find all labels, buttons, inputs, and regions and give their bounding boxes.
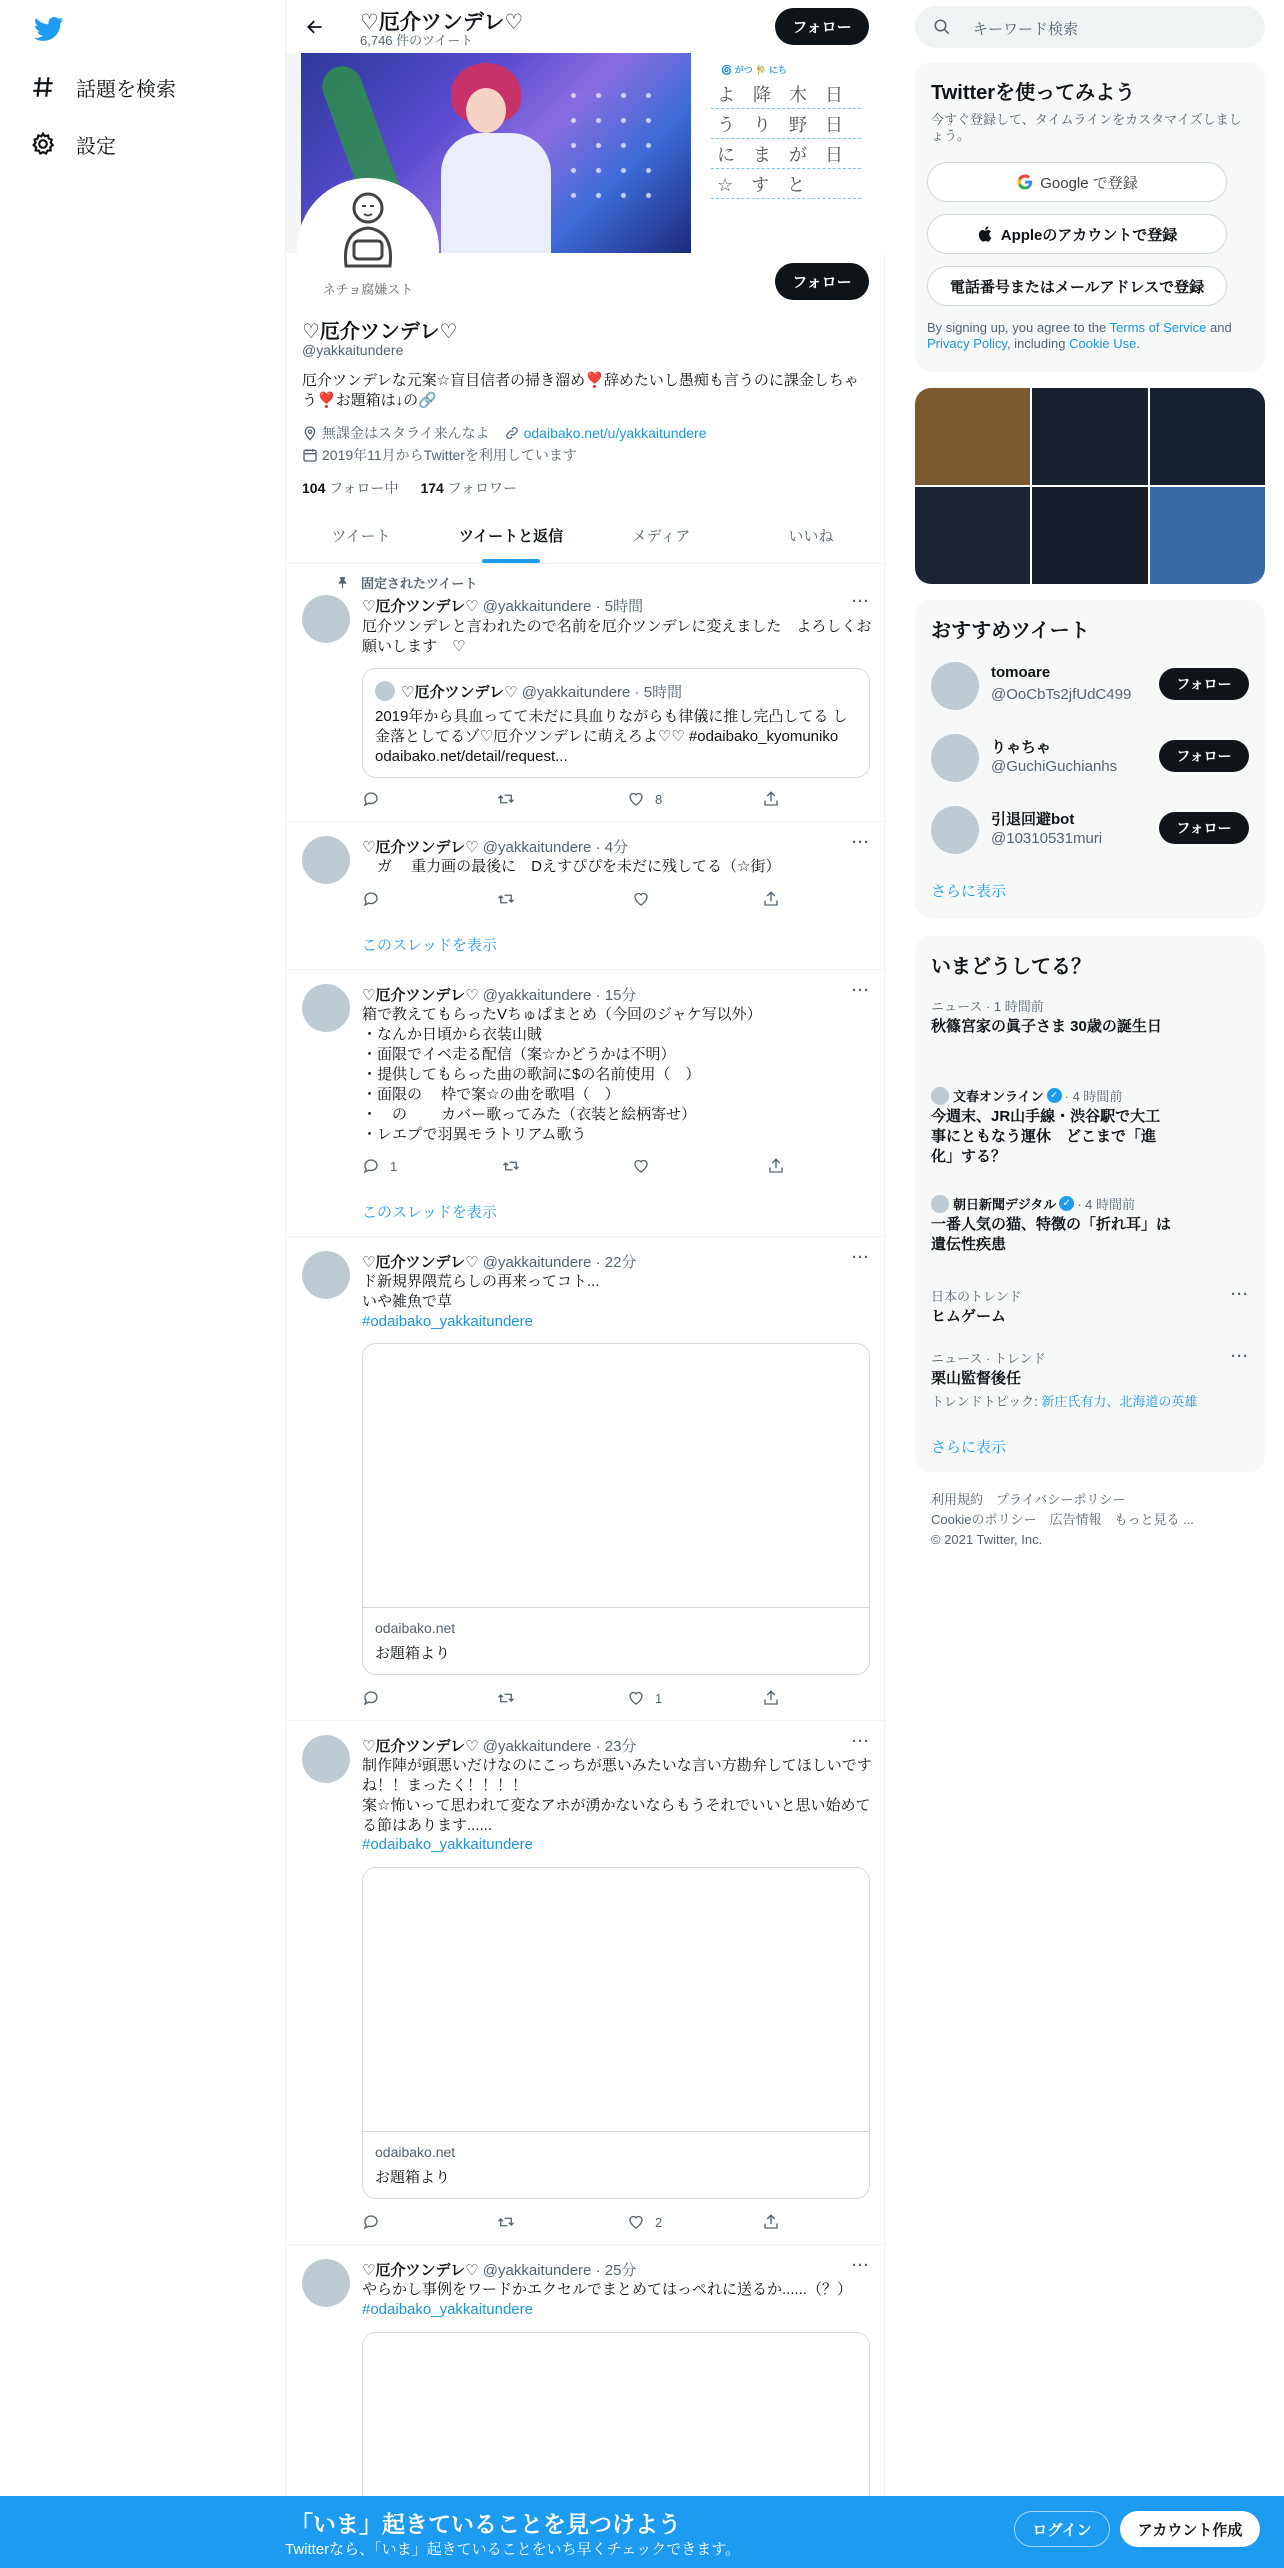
profile-avatar[interactable]	[297, 178, 439, 320]
reply-button[interactable]	[362, 1157, 397, 1175]
trend-source: 文春オンライン	[953, 1089, 1044, 1104]
tweet-text: 制作陣が頭悪いだけなのにこっちが悪いみたいな言い方勘弁してほしいですね！！まったく！！！！ 案☆怖いって思われて変なアホが湧かないならもうそれでいいと思い始めてる節はあります......	[362, 1757, 872, 1834]
calendar-icon	[302, 447, 318, 463]
apple-signup-button[interactable]	[927, 214, 1227, 254]
heart-icon	[632, 890, 650, 908]
banner-note-line: ☆すと	[711, 173, 861, 199]
media-thumb[interactable]	[1032, 388, 1147, 485]
suggested-user[interactable]	[931, 658, 1251, 714]
legal-prefix: By signing up, you agree to the	[927, 320, 1110, 335]
suggested-user-avatar	[931, 806, 979, 854]
quoted-author-name: ♡厄介ツンデレ♡	[401, 684, 518, 701]
tweet-header	[362, 984, 636, 1005]
tweet-time[interactable]: · 15分	[595, 987, 637, 1004]
share-icon	[762, 2213, 780, 2231]
reply-button[interactable]	[362, 2213, 380, 2231]
verified-badge-icon: ✓	[1047, 1088, 1062, 1103]
share-button[interactable]	[762, 890, 780, 908]
media-thumb[interactable]	[915, 388, 1030, 485]
more-icon[interactable]: ···	[852, 593, 870, 610]
heart-icon	[627, 790, 645, 808]
trend-title: 一番人気の猫、特徴の「折れ耳」は遺伝性疾患	[931, 1216, 1172, 1253]
more-icon[interactable]: ···	[852, 1733, 870, 1750]
trend-item[interactable]	[931, 1194, 1249, 1255]
reply-icon	[362, 890, 380, 908]
source-avatar	[931, 1087, 949, 1105]
suggested-user-name: りゃちゃ	[991, 739, 1052, 756]
phone-signup-button[interactable]: 電話番号またはメールアドレスで登録	[927, 266, 1227, 306]
show-thread-link[interactable]: このスレッドを表示	[362, 1204, 497, 1221]
like-button[interactable]	[627, 2213, 662, 2231]
suggested-user[interactable]	[931, 730, 1251, 786]
media-thumb[interactable]	[1150, 487, 1265, 584]
like-count: 2	[655, 2214, 663, 2230]
trends-title: いまどうしてる？	[931, 956, 1091, 978]
reply-count: 1	[390, 1158, 398, 1174]
bottom-bar-subtitle: Twitterなら、「いま」起きていることをいち早くチェックできます。	[285, 2541, 741, 2558]
avatar-image	[301, 182, 435, 316]
trend-title: 今週末、JR山手線・渋谷駅で大工事にともなう運休 どこまで「進化」する？	[931, 1108, 1161, 1165]
profile-follow-counts	[302, 478, 517, 498]
retweet-button[interactable]	[497, 2213, 515, 2231]
like-button[interactable]	[627, 1689, 662, 1707]
trend-time: · 4 時間前	[1064, 1089, 1123, 1104]
share-button[interactable]	[762, 1689, 780, 1707]
signup-subtitle: 今すぐ登録して、タイムラインをカスタマイズしましょう。	[931, 112, 1242, 143]
avatar-figure-icon	[328, 186, 408, 276]
left-nav	[0, 0, 285, 2568]
followers-count: 174	[420, 480, 444, 496]
pinned-indicator	[336, 573, 477, 592]
profile-name: ♡厄介ツンデレ♡	[302, 321, 458, 343]
tweet-author-handle[interactable]: @yakkaitundere	[482, 987, 592, 1004]
heart-icon	[627, 1689, 645, 1707]
tweet-hashtag-link[interactable]: #odaibako_yakkaitundere	[362, 1836, 533, 1853]
tweet-time[interactable]: · 25分	[595, 2262, 637, 2279]
more-icon[interactable]: ···	[852, 1249, 870, 1266]
tab-likes[interactable]: いいね	[788, 528, 834, 545]
more-icon[interactable]: ···	[1231, 1286, 1249, 1303]
tweet-text: ド新規界隈荒らしの再来ってコト... いや雑魚で草	[362, 1273, 600, 1310]
link-card-domain: odaibako.net	[375, 1620, 456, 1636]
nav-settings-label: 設定	[76, 135, 116, 158]
profile-joined: 2019年11月からTwitterを利用しています	[322, 447, 577, 463]
reply-button[interactable]	[362, 1689, 380, 1707]
terms-link[interactable]: Terms of Service	[1109, 320, 1207, 335]
trend-title: 秋篠宮家の眞子さま 30歳の誕生日	[931, 1018, 1162, 1035]
heart-icon	[632, 1157, 650, 1175]
google-signup-button[interactable]	[927, 162, 1227, 202]
footer-line[interactable]: Cookieのポリシー 広告情報 もっと見る ...	[931, 1512, 1194, 1527]
banner-note-header: 🌀 がつ 🎋 にち	[721, 65, 787, 75]
retweet-icon	[497, 2213, 515, 2231]
tweet-author-name[interactable]: ♡厄介ツンデレ♡	[362, 987, 479, 1004]
more-icon[interactable]: ···	[852, 982, 870, 999]
link-card-image	[363, 1344, 869, 1608]
following-link[interactable]	[302, 480, 399, 496]
tab-tweets[interactable]: ツイート	[331, 528, 391, 545]
retweet-button[interactable]	[497, 890, 515, 908]
tab-media[interactable]: メディア	[631, 528, 691, 545]
privacy-link[interactable]: Privacy Policy	[927, 336, 1007, 351]
trend-item[interactable]	[931, 1086, 1249, 1167]
quoted-tweet-header	[401, 681, 682, 702]
tweet-hashtag-link[interactable]: #odaibako_yakkaitundere	[362, 1313, 533, 1330]
suggested-follow-button[interactable]: フォロー	[1159, 668, 1249, 700]
trend-context: ニュース · トレンド	[931, 1351, 1046, 1366]
tweet[interactable]	[286, 1721, 886, 2245]
suggested-user-avatar	[931, 734, 979, 782]
tweet-header	[362, 2259, 636, 2280]
tweet-author-name[interactable]: ♡厄介ツンデレ♡	[362, 1254, 479, 1271]
trend-context: ニュース · 1 時間前	[931, 999, 1044, 1014]
retweet-button[interactable]	[497, 790, 515, 808]
search-input[interactable]: キーワード検索	[973, 21, 1079, 38]
more-icon[interactable]: ···	[1231, 1348, 1249, 1365]
tweet-avatar[interactable]	[302, 836, 350, 884]
apple-signup-label: Appleのアカウントで登録	[1000, 226, 1178, 244]
banner-note-line: うり野日	[711, 113, 861, 139]
apple-icon	[977, 225, 995, 243]
profile-url-link[interactable]: odaibako.net/u/yakkaitundere	[523, 425, 707, 441]
suggested-user-name: tomoare	[991, 664, 1051, 681]
reply-icon	[362, 1689, 380, 1707]
like-count: 1	[655, 1690, 663, 1706]
media-thumb[interactable]	[1032, 487, 1147, 584]
nav-settings[interactable]	[30, 118, 116, 170]
suggested-user-handle: @GuchiGuchianhs	[991, 758, 1118, 775]
tweet[interactable]	[286, 970, 886, 1237]
trend-item[interactable]	[931, 1286, 1249, 1327]
profile-meta-row	[302, 423, 707, 443]
pinned-label: 固定されたツイート	[361, 576, 478, 591]
google-signup-label: Google で登録	[1040, 174, 1138, 192]
retweet-icon	[497, 790, 515, 808]
suggested-follow-button[interactable]: フォロー	[1159, 740, 1249, 772]
pin-icon	[336, 576, 349, 589]
tweet-time[interactable]: · 4分	[595, 839, 629, 856]
retweet-icon	[497, 1689, 515, 1707]
login-button[interactable]: ログイン	[1014, 2511, 1110, 2547]
tweet-text: 箱で教えてもらったVちゅぱまとめ（今回のジャケ写以外） ・なんか日頃から衣装山賊 ・面限でイベ走る配信（案☆かどうかは不明） ・提供してもらった曲の歌詞に$の名前使用（ ） ・面限の 枠で案☆の曲を歌唱（ ） ・ の カバー歌ってみた（衣装と絵柄寄せ） ・レエプで羽異モラトリアム歌う	[362, 1006, 762, 1143]
footer-links	[931, 1490, 1251, 1550]
suggested-user-handle: @10310531muri	[991, 830, 1103, 847]
tweet-author-handle[interactable]: @yakkaitundere	[482, 839, 592, 856]
trend-context	[931, 1194, 1249, 1213]
trend-topics-prefix: トレンドトピック:	[931, 1394, 1042, 1409]
link-card-title: お題箱より	[375, 1645, 451, 1662]
banner-calendar-note	[691, 53, 886, 253]
tweet-actions	[362, 1689, 782, 1709]
tweet-avatar[interactable]	[302, 2259, 350, 2307]
banner-note-line: にまが日	[711, 143, 861, 169]
tweet[interactable]	[286, 822, 886, 970]
trends-more-link[interactable]: さらに表示	[931, 1439, 1007, 1456]
tweet-pinned[interactable]	[286, 565, 886, 822]
signup-title: Twitterを使ってみよう	[931, 82, 1136, 104]
trend-title: ヒムゲーム	[931, 1308, 1007, 1325]
banner-note-line: よ降木日	[711, 83, 861, 109]
profile-joined-row	[302, 445, 577, 465]
quoted-tweet-text: 2019年から具血ってて未だに具血りながらも律儀に推し完凸してる し金落としてるゾ♡厄介ツンデレに萌えろよ♡♡ #odaibako_kyomuniko odaibako.net/detail/request...	[375, 708, 848, 765]
media-thumb[interactable]	[1150, 388, 1265, 485]
reply-button[interactable]	[362, 790, 380, 808]
profile-bio: 厄介ツンデレな元案☆盲目信者の掃き溜め❣️辞めたいし愚痴も言うのに課金しちゃう❣️お題箱は↓の🔗	[302, 372, 859, 409]
tweet-author-handle[interactable]: @yakkaitundere	[482, 1254, 592, 1271]
suggested-follow-button[interactable]: フォロー	[1159, 812, 1249, 844]
nav-explore[interactable]	[30, 61, 176, 113]
share-icon	[767, 1157, 785, 1175]
retweet-button[interactable]	[497, 1689, 515, 1707]
reply-icon	[362, 790, 380, 808]
banner-figure-body	[441, 133, 551, 253]
media-thumb[interactable]	[915, 487, 1030, 584]
share-button[interactable]	[767, 1157, 785, 1175]
retweet-icon	[497, 890, 515, 908]
profile-tabs	[286, 510, 886, 564]
tweet-text: 厄介ツンデレと言われたので名前を厄介ツンデレに変えました よろしくお願いします ♡	[362, 618, 872, 655]
legal-period: .	[1136, 336, 1140, 351]
trends-panel	[915, 936, 1265, 1472]
profile-handle: @yakkaitundere	[302, 342, 404, 358]
link-card-domain: odaibako.net	[375, 2144, 456, 2160]
tweet[interactable]	[286, 1237, 886, 1721]
tweet-actions	[362, 790, 782, 810]
verified-badge-icon: ✓	[1059, 1196, 1074, 1211]
reply-icon	[362, 2213, 380, 2231]
trend-context	[931, 1086, 1249, 1105]
link-icon	[504, 425, 520, 441]
footer-line[interactable]: 利用規約 プライバシーポリシー	[931, 1492, 1126, 1507]
profile-follow-button[interactable]: フォロー	[775, 263, 869, 300]
tweet-time[interactable]: · 23分	[595, 1738, 637, 1755]
arrow-left-icon	[305, 17, 325, 37]
cookie-link[interactable]: Cookie Use	[1069, 336, 1137, 351]
share-icon	[762, 1689, 780, 1707]
tweet-author-handle[interactable]: @yakkaitundere	[482, 598, 592, 615]
retweet-icon	[502, 1157, 520, 1175]
reply-icon	[362, 1157, 380, 1175]
tweet-hashtag-link[interactable]: #odaibako_yakkaitundere	[362, 2301, 533, 2318]
tweet-avatar[interactable]	[302, 984, 350, 1032]
twitter-logo-icon[interactable]	[32, 14, 66, 44]
tweet-author-name[interactable]: ♡厄介ツンデレ♡	[362, 839, 479, 856]
trend-topics	[931, 1391, 1249, 1410]
heart-icon	[627, 2213, 645, 2231]
signup-panel	[915, 62, 1265, 372]
like-button[interactable]	[632, 890, 650, 908]
tweet-header	[362, 1735, 636, 1756]
link-card[interactable]	[362, 1867, 870, 2199]
share-button[interactable]	[762, 2213, 780, 2231]
tweet-avatar[interactable]	[302, 1251, 350, 1299]
signup-button[interactable]: アカウント作成	[1120, 2511, 1260, 2547]
like-count: 8	[655, 791, 663, 807]
link-card-image	[363, 1868, 869, 2132]
share-button[interactable]	[762, 790, 780, 808]
back-button[interactable]	[298, 10, 332, 44]
trend-topics-link[interactable]: 新庄氏有力、北海道の英雄	[1041, 1394, 1198, 1409]
legal-and: and	[1206, 320, 1232, 335]
more-icon[interactable]: ···	[852, 834, 870, 851]
tweet-header	[362, 1251, 636, 1272]
google-icon	[1016, 173, 1034, 191]
profile-location: 無課金はスタライ来んなよ	[322, 425, 490, 441]
quoted-tweet[interactable]	[362, 668, 870, 778]
banner-figure-face	[466, 88, 506, 133]
tweet-avatar[interactable]	[302, 1735, 350, 1783]
tweet-avatar[interactable]	[302, 595, 350, 643]
nav-explore-label: 話題を検索	[76, 78, 176, 101]
tweet-actions	[362, 1157, 782, 1177]
trend-item[interactable]	[931, 996, 1249, 1037]
following-count: 104	[302, 480, 326, 496]
tweet-header	[362, 836, 628, 857]
link-card[interactable]	[362, 1343, 870, 1675]
footer-copyright: © 2021 Twitter, Inc.	[931, 1532, 1043, 1547]
trend-title: 栗山監督後任	[931, 1370, 1022, 1387]
suggestions-panel	[915, 600, 1265, 918]
tweet-header	[362, 595, 643, 616]
bottom-bar-title: 「いま」起きていることを見つけよう	[290, 2511, 681, 2537]
signup-bottom-bar	[0, 2496, 1284, 2568]
tweet-author-name[interactable]: ♡厄介ツンデレ♡	[362, 2262, 479, 2279]
show-thread-link[interactable]: このスレッドを表示	[362, 937, 497, 954]
media-grid	[915, 388, 1265, 584]
tweet-author-handle[interactable]: @yakkaitundere	[482, 2262, 592, 2279]
link-card-title: お題箱より	[375, 2169, 451, 2186]
hashtag-icon	[30, 74, 56, 100]
trend-source: 朝日新聞デジタル	[953, 1197, 1057, 1212]
like-button[interactable]	[632, 1157, 650, 1175]
tweet-text: ガ 重力画の最後に Dえすぴぴを未だに残してる（☆街）	[362, 858, 781, 875]
like-button[interactable]	[627, 790, 662, 808]
suggested-user-name: 引退回避bot	[991, 811, 1075, 828]
followers-label: フォロワー	[447, 480, 518, 496]
retweet-button[interactable]	[502, 1157, 520, 1175]
following-label: フォロー中	[329, 480, 399, 496]
suggested-user-avatar	[931, 662, 979, 710]
profile-top-bar	[286, 0, 886, 53]
tweet-author-name[interactable]: ♡厄介ツンデレ♡	[362, 598, 479, 615]
suggested-user-handle: @OoCbTs2jfUdC499	[991, 686, 1132, 703]
reply-button[interactable]	[362, 890, 380, 908]
source-avatar	[931, 1195, 949, 1213]
avatar-caption: ネチョ腐嫌スト	[322, 282, 414, 297]
top-bar-tweet-count: 6,746 件のツイート	[360, 33, 474, 48]
tweet-author-name[interactable]: ♡厄介ツンデレ♡	[362, 1738, 479, 1755]
top-bar-name: ♡厄介ツンデレ♡	[360, 11, 524, 34]
quoted-author-handle: @yakkaitundere	[521, 684, 631, 701]
suggestions-more-link[interactable]: さらに表示	[931, 883, 1007, 900]
tweet-text: やらかし事例をワードかエクセルでまとめてはっぺれに送るか......（？）	[362, 2281, 853, 2298]
tweet-author-handle[interactable]: @yakkaitundere	[482, 1738, 592, 1755]
gear-icon	[30, 131, 56, 157]
banner-stars	[561, 83, 661, 203]
tweet-time[interactable]: · 5時間	[595, 598, 644, 615]
quoted-tweet-avatar	[375, 681, 395, 701]
trend-context: 日本のトレンド	[931, 1289, 1022, 1304]
tab-tweets-and-replies[interactable]: ツイートと返信	[436, 510, 586, 563]
suggested-user[interactable]	[931, 802, 1251, 858]
share-icon	[762, 790, 780, 808]
quoted-tweet-time: · 5時間	[634, 684, 683, 701]
main-column	[285, 0, 885, 2568]
tweet-actions	[362, 2213, 782, 2233]
tweet-time[interactable]: · 22分	[595, 1254, 637, 1271]
share-icon	[762, 890, 780, 908]
tweet-actions	[362, 890, 782, 910]
followers-link[interactable]	[420, 480, 517, 496]
more-icon[interactable]: ···	[852, 2257, 870, 2274]
trend-time: · 4 時間前	[1077, 1197, 1136, 1212]
legal-including: , including	[1006, 336, 1070, 351]
header-follow-button[interactable]: フォロー	[775, 8, 869, 45]
signup-legal	[927, 320, 1247, 352]
search-icon	[933, 18, 951, 36]
suggestions-title: おすすめツイート	[931, 620, 1090, 642]
location-icon	[302, 425, 318, 441]
search-box[interactable]	[915, 6, 1265, 48]
trend-item[interactable]	[931, 1348, 1249, 1410]
